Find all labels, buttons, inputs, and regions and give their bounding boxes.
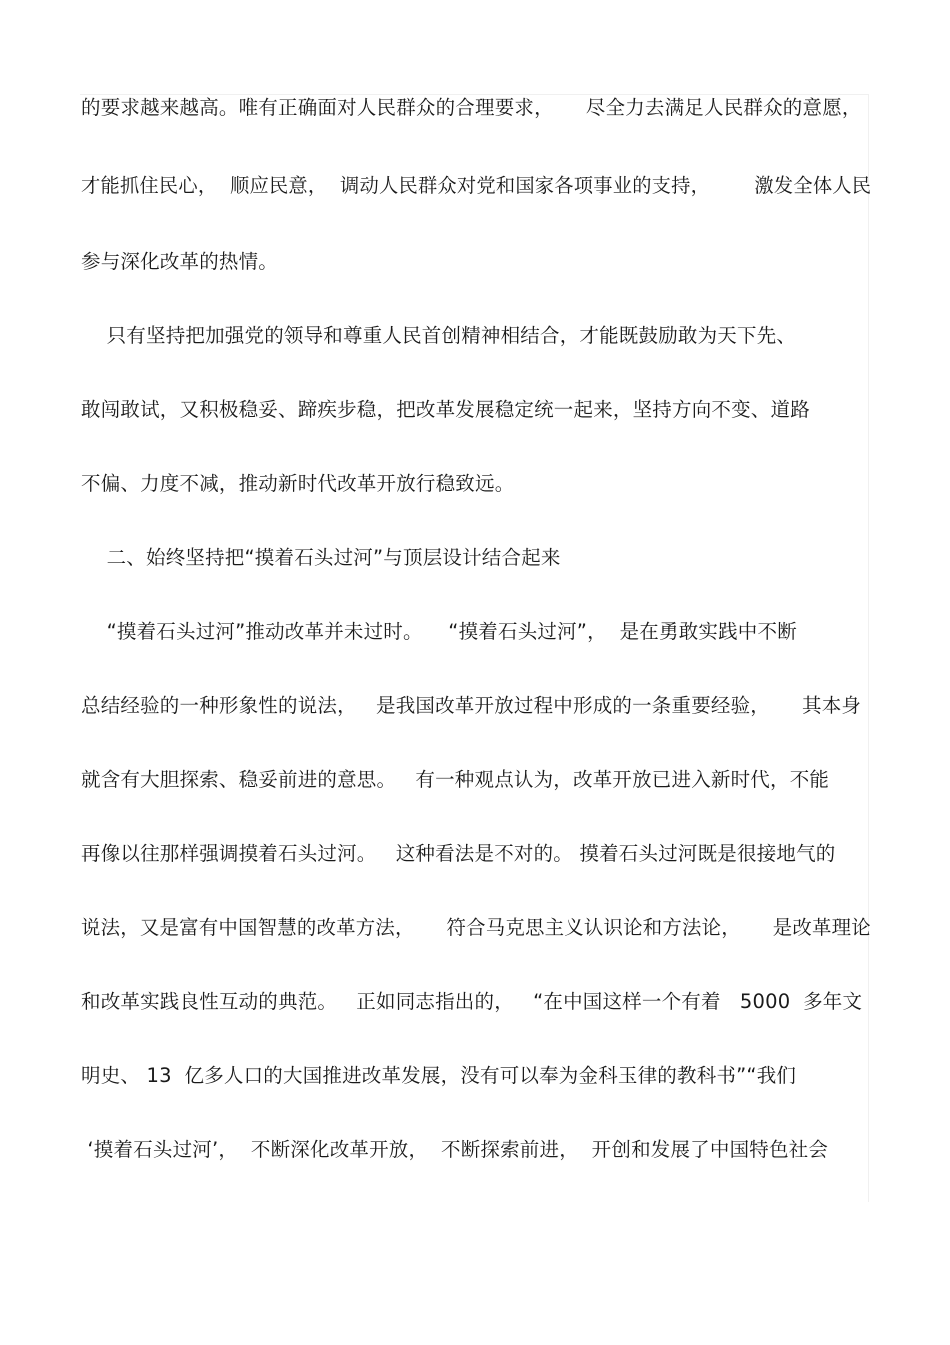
text-line: 敢闯敢试，又积极稳妥、蹄疾步稳，把改革发展稳定统一起来，坚持方向不变、道路	[81, 398, 810, 421]
text-line: 不偏、力度不减，推动新时代改革开放行稳致远。	[81, 472, 515, 495]
text-line: 只有坚持把加强党的领导和尊重人民首创精神相结合，才能既鼓励敢为天下先、	[81, 324, 797, 347]
text-line: ‘摸着石头过河’， 不断深化改革开放， 不断探索前进， 开创和发展了中国特色社会	[81, 1138, 829, 1161]
text-line: 说法，又是富有中国智慧的改革方法， 符合马克思主义认识论和方法论， 是改革理论	[81, 916, 871, 939]
text-line: 参与深化改革的热情。	[81, 250, 279, 273]
text-line: 明史、 13 亿多人口的大国推进改革发展，没有可以奉为金科玉律的教科书”“我们	[81, 1064, 797, 1087]
section-heading: 二、始终坚持把“摸着石头过河”与顶层设计结合起来	[81, 546, 561, 569]
text-line: 再像以往那样强调摸着石头过河。 这种看法是不对的。 摸着石头过河既是很接地气的	[81, 842, 836, 865]
text-line: “摸着石头过河”推动改革并未过时。 “摸着石头过河”， 是在勇敢实践中不断	[81, 620, 797, 643]
text-line: 总结经验的一种形象性的说法， 是我国改革开放过程中形成的一条重要经验， 其本身	[81, 694, 862, 717]
text-line: 才能抓住民心， 顺应民意， 调动人民群众对党和国家各项事业的支持， 激发全体人民	[81, 174, 872, 197]
text-line: 就含有大胆探索、稳妥前进的意思。 有一种观点认为，改革开放已进入新时代，不能	[81, 768, 830, 791]
text-line: 的要求越来越高。唯有正确面对人民群众的合理要求， 尽全力去满足人民群众的意愿，	[81, 96, 862, 119]
text-line: 和改革实践良性互动的典范。 正如同志指出的， “在中国这样一个有着 5000 多年文	[81, 990, 863, 1013]
